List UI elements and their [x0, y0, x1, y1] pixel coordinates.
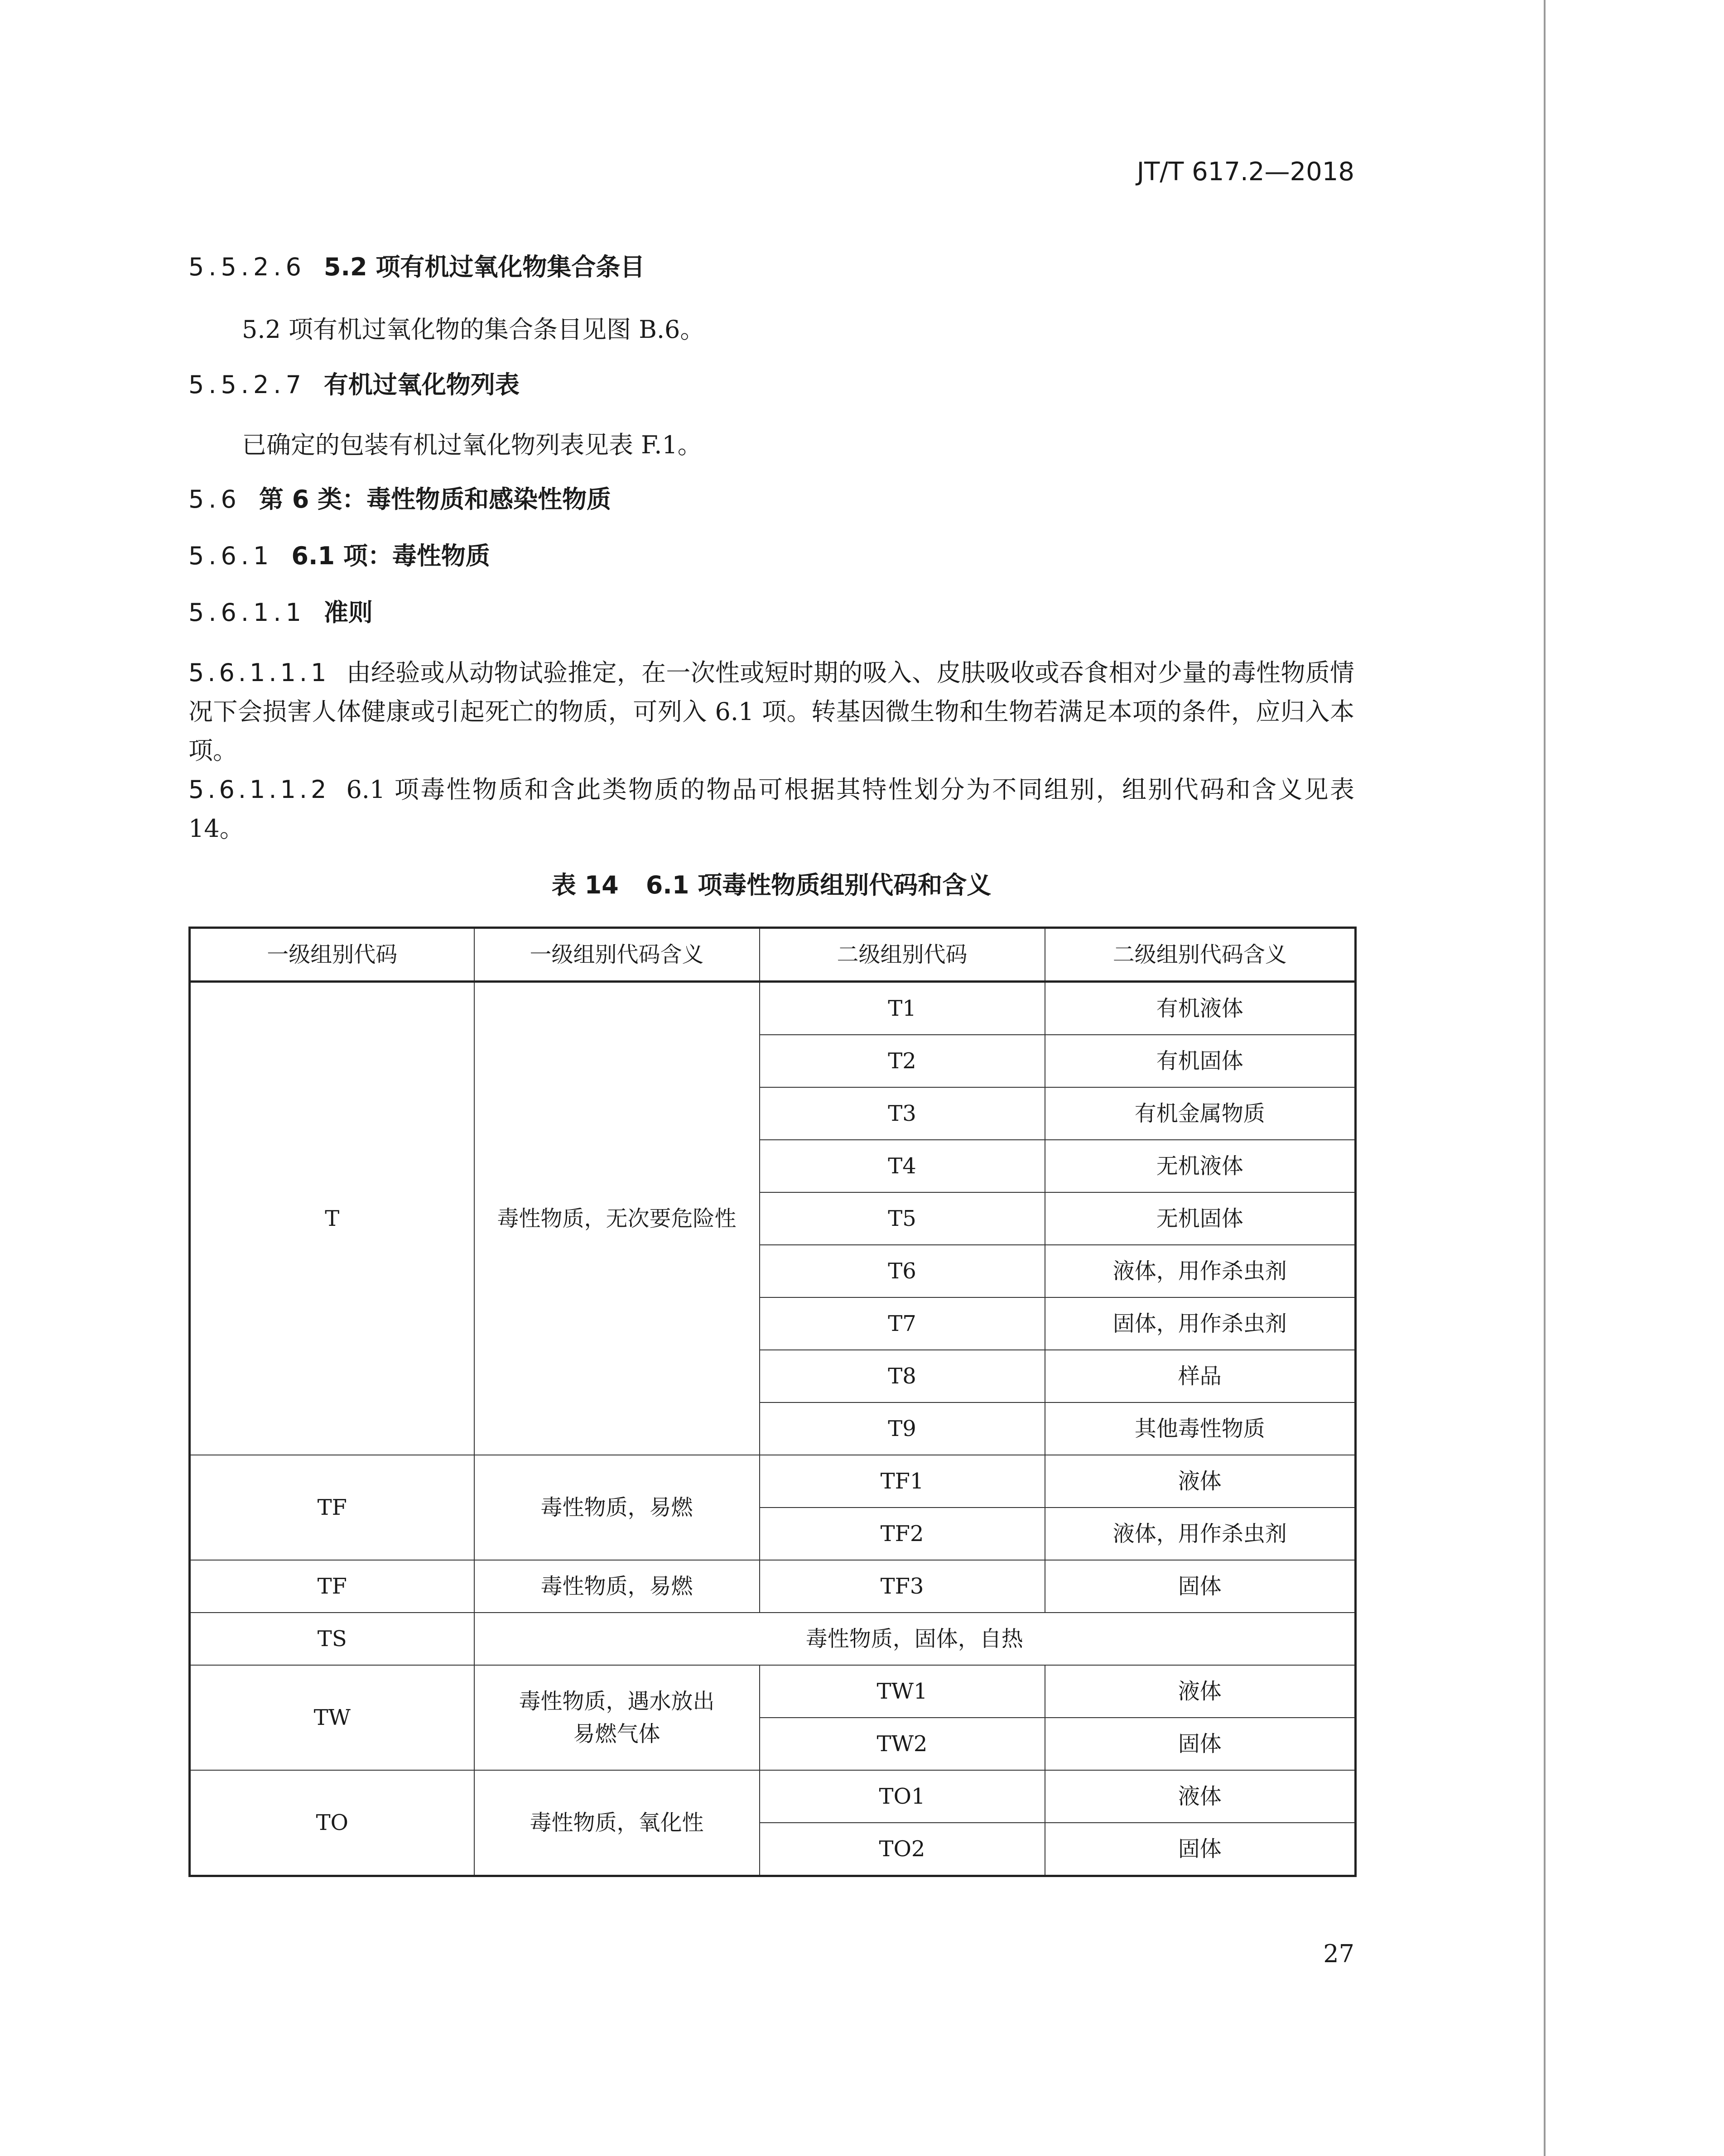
secondary-code-cell: TO2	[760, 1823, 1045, 1876]
secondary-meaning-cell: 无机液体	[1045, 1140, 1356, 1192]
secondary-code-cell: T5	[760, 1192, 1045, 1245]
secondary-meaning-cell: 液体，用作杀虫剂	[1045, 1508, 1356, 1560]
heading-5-5-2-6	[188, 251, 645, 283]
column-header: 二级组别代码	[760, 928, 1045, 982]
secondary-meaning-cell: 样品	[1045, 1350, 1356, 1402]
section-title: 有机过氧化物列表	[323, 370, 520, 399]
secondary-code-cell: T9	[760, 1402, 1045, 1455]
secondary-meaning-cell: 液体	[1045, 1455, 1356, 1508]
heading-5-6-1-1	[188, 597, 373, 629]
document-code: JT/T 617.2—2018	[1136, 157, 1354, 187]
primary-code-cell: TF	[190, 1560, 474, 1613]
secondary-meaning-cell: 固体	[1045, 1560, 1356, 1613]
primary-code-cell: TO	[190, 1770, 474, 1876]
section-number: 5.6.1.1	[188, 598, 306, 627]
primary-code-cell: TS	[190, 1613, 474, 1665]
secondary-meaning-cell: 有机固体	[1045, 1035, 1356, 1087]
primary-meaning-cell: 毒性物质，氧化性	[474, 1770, 760, 1876]
secondary-code-cell: TF3	[760, 1560, 1045, 1613]
secondary-code-cell: T6	[760, 1245, 1045, 1297]
table-row	[190, 982, 1356, 1035]
paragraph: 已确定的包装有机过氧化物列表见表 F.1。	[242, 431, 702, 459]
table-title: 6.1 项毒性物质组别代码和含义	[645, 871, 992, 899]
group-code-table	[188, 927, 1357, 1877]
secondary-code-cell: T2	[760, 1035, 1045, 1087]
paragraph: 5.2 项有机过氧化物的集合条目见图 B.6。	[242, 315, 705, 344]
table-row	[190, 1560, 1356, 1613]
heading-5-5-2-7	[188, 369, 520, 401]
clause-text: 由经验或从动物试验推定，在一次性或短时期的吸入、皮肤吸收或吞食相对少量的毒性物质情况下会损害人体健康或引起死亡的物质，可列入 6.1 项。转基因微生物和生物若满足本项的条件，应归入本项。	[188, 658, 1354, 765]
clause-number: 5.6.1.1.2	[188, 775, 330, 804]
secondary-code-cell: TW2	[760, 1718, 1045, 1770]
table-row	[190, 1770, 1356, 1823]
secondary-meaning-cell: 无机固体	[1045, 1192, 1356, 1245]
paragraph-5-6-1-1-2	[188, 770, 1354, 848]
secondary-meaning-cell: 固体	[1045, 1823, 1356, 1876]
primary-meaning-cell: 毒性物质，易燃	[474, 1455, 760, 1560]
merged-meaning-cell: 毒性物质，固体，自热	[474, 1613, 1356, 1665]
clause-text: 6.1 项毒性物质和含此类物质的物品可根据其特性划分为不同组别，组别代码和含义见表 14。	[188, 775, 1354, 843]
page-edge-line	[1544, 0, 1546, 2156]
column-header: 一级组别代码含义	[474, 928, 760, 982]
secondary-code-cell: T1	[760, 982, 1045, 1035]
secondary-meaning-cell: 固体	[1045, 1718, 1356, 1770]
section-number: 5.6	[188, 485, 241, 514]
primary-meaning-cell: 毒性物质，无次要危险性	[474, 982, 760, 1455]
meaning-line: 易燃气体	[573, 1721, 660, 1747]
page-number: 27	[1323, 1940, 1354, 1968]
heading-5-6-1	[188, 540, 490, 572]
secondary-code-cell: TO1	[760, 1770, 1045, 1823]
secondary-code-cell: TF1	[760, 1455, 1045, 1508]
section-number: 5.5.2.6	[188, 253, 306, 281]
secondary-meaning-cell: 其他毒性物质	[1045, 1402, 1356, 1455]
table-header-row	[190, 928, 1356, 982]
primary-code-cell: TW	[190, 1665, 474, 1770]
table-caption	[188, 869, 1354, 901]
secondary-code-cell: TW1	[760, 1665, 1045, 1718]
section-title: 准则	[323, 598, 373, 627]
section-title: 6.1 项：毒性物质	[291, 542, 490, 570]
primary-code-cell: T	[190, 982, 474, 1455]
secondary-code-cell: TF2	[760, 1508, 1045, 1560]
paragraph-5-6-1-1-1	[188, 653, 1354, 770]
meaning-line: 毒性物质，遇水放出	[519, 1689, 715, 1714]
table-number: 表 14	[551, 871, 619, 899]
section-title: 第 6 类：毒性物质和感染性物质	[259, 485, 612, 514]
section-number: 5.6.1	[188, 542, 274, 570]
primary-meaning-cell: 毒性物质，易燃	[474, 1560, 760, 1613]
secondary-meaning-cell: 有机金属物质	[1045, 1087, 1356, 1140]
column-header: 一级组别代码	[190, 928, 474, 982]
section-title: 5.2 项有机过氧化物集合条目	[323, 253, 645, 281]
table-row	[190, 1665, 1356, 1718]
primary-meaning-cell	[474, 1665, 760, 1770]
table-row	[190, 1613, 1356, 1665]
secondary-meaning-cell: 固体，用作杀虫剂	[1045, 1297, 1356, 1350]
section-number: 5.5.2.7	[188, 370, 306, 399]
column-header: 二级组别代码含义	[1045, 928, 1356, 982]
secondary-meaning-cell: 液体，用作杀虫剂	[1045, 1245, 1356, 1297]
secondary-meaning-cell: 液体	[1045, 1665, 1356, 1718]
heading-5-6	[188, 484, 611, 515]
secondary-meaning-cell: 液体	[1045, 1770, 1356, 1823]
table-row	[190, 1455, 1356, 1508]
secondary-code-cell: T7	[760, 1297, 1045, 1350]
secondary-code-cell: T3	[760, 1087, 1045, 1140]
secondary-code-cell: T8	[760, 1350, 1045, 1402]
secondary-code-cell: T4	[760, 1140, 1045, 1192]
clause-number: 5.6.1.1.1	[188, 658, 330, 687]
secondary-meaning-cell: 有机液体	[1045, 982, 1356, 1035]
primary-code-cell: TF	[190, 1455, 474, 1560]
